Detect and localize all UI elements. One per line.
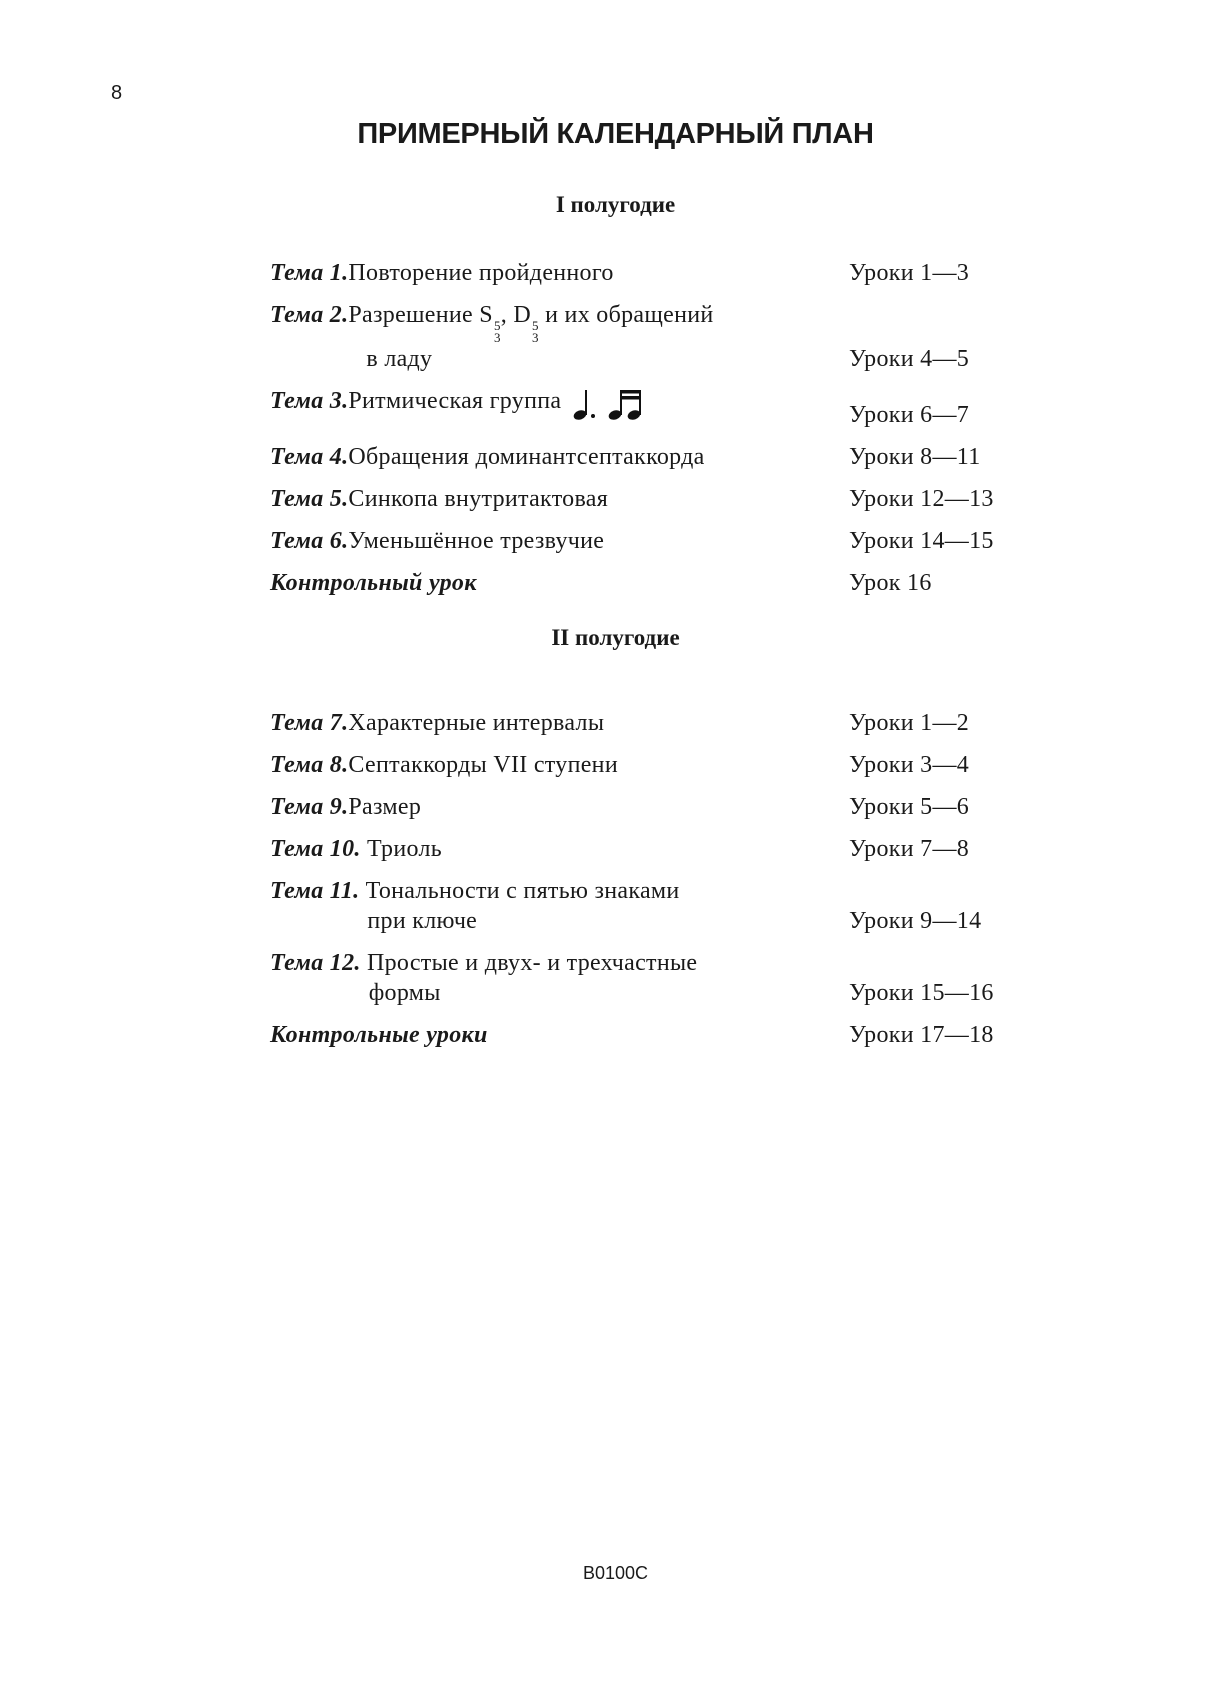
topic-label: Тема 2. — [270, 302, 349, 328]
half-year-2-heading: II полугодие — [551, 625, 680, 650]
topic-title: Септаккорды VII ступени — [348, 752, 618, 778]
plan-row — [270, 750, 1030, 780]
plan-row — [270, 792, 1030, 822]
lessons-range: Уроки 5—6 — [849, 794, 970, 820]
lessons-range: Уроки 1—2 — [849, 710, 970, 736]
topic-title: Уменьшённое трезвучие — [348, 528, 605, 554]
topic-title: Повторение пройденного — [348, 260, 614, 286]
topic-label: Тема 6. — [270, 528, 349, 554]
control-lesson-label: Контрольные уроки — [270, 1022, 488, 1048]
page-title: ПРИМЕРНЫЙ КАЛЕНДАРНЫЙ ПЛАН — [357, 118, 874, 150]
lessons-range: Уроки 6—7 — [849, 402, 970, 428]
lessons-range: Уроки 8—11 — [849, 444, 981, 470]
lessons-range: Урок 16 — [849, 570, 932, 596]
topic-label: Тема 3. — [270, 388, 349, 414]
half-year-1-plan — [270, 258, 1030, 610]
topic-text-line2: в ладу — [366, 346, 433, 372]
topic-text-line2: при ключе — [367, 908, 478, 934]
lessons-range: Уроки 7—8 — [849, 836, 970, 862]
topic-title: Тональности с пятью знаками — [359, 878, 680, 904]
footer-code: B0100C — [582, 1563, 649, 1583]
topic-text: Разрешение S — [348, 302, 493, 328]
plan-row — [270, 834, 1030, 864]
plan-row — [270, 568, 1030, 598]
topic-text: и их обращений — [538, 302, 714, 328]
lessons-range: Уроки 14—15 — [849, 528, 994, 554]
plan-row — [270, 526, 1030, 556]
topic-title: Обращения доминантсептаккорда — [348, 444, 705, 470]
plan-row — [270, 258, 1030, 288]
topic-label: Тема 4. — [270, 444, 349, 470]
topic-label: Тема 8. — [270, 752, 349, 778]
plan-row — [270, 386, 1030, 430]
chord-figures: 5 3 — [493, 318, 501, 345]
topic-label: Тема 11. — [270, 878, 360, 904]
plan-row — [270, 484, 1030, 514]
topic-title: Триоль — [360, 836, 442, 862]
topic-text: , D — [500, 302, 531, 328]
topic-title: Характерные интервалы — [348, 710, 605, 736]
topic-label: Тема 1. — [270, 260, 349, 286]
plan-row — [270, 1020, 1030, 1050]
lessons-range: Уроки 12—13 — [849, 486, 994, 512]
plan-row — [270, 300, 1030, 374]
plan-row — [270, 876, 1030, 936]
lessons-range: Уроки 15—16 — [849, 980, 994, 1006]
topic-title: Размер — [348, 794, 422, 820]
plan-row — [270, 442, 1030, 472]
plan-row — [270, 948, 1030, 1008]
topic-label: Тема 10. — [270, 836, 361, 862]
half-year-1-heading: I полугодие — [555, 192, 676, 217]
control-lesson-label: Контрольный урок — [270, 570, 477, 596]
topic-title — [348, 300, 713, 374]
chord-figures: 5 3 — [532, 318, 539, 345]
topic-text-line2: формы — [368, 980, 441, 1006]
plan-row — [270, 708, 1030, 738]
topic-title: Простые и двух- и трехчастные — [360, 950, 698, 976]
half-year-2-plan — [270, 708, 1030, 1062]
lessons-range: Уроки 1—3 — [849, 260, 970, 286]
topic-label: Тема 12. — [270, 950, 361, 976]
topic-label: Тема 5. — [270, 486, 349, 512]
topic-label: Тема 9. — [270, 794, 349, 820]
lessons-range: Уроки 17—18 — [849, 1022, 994, 1048]
dotted-quarter-two-sixteenths-icon — [571, 386, 643, 430]
lessons-range: Уроки 3—4 — [849, 752, 970, 778]
topic-title: Ритмическая группа — [348, 388, 562, 414]
topic-label: Тема 7. — [270, 710, 349, 736]
topic-title: Синкопа внутритактовая — [348, 486, 609, 512]
lessons-range: Уроки 4—5 — [849, 346, 970, 372]
page-number: 8 — [111, 82, 123, 104]
lessons-range: Уроки 9—14 — [849, 908, 982, 934]
